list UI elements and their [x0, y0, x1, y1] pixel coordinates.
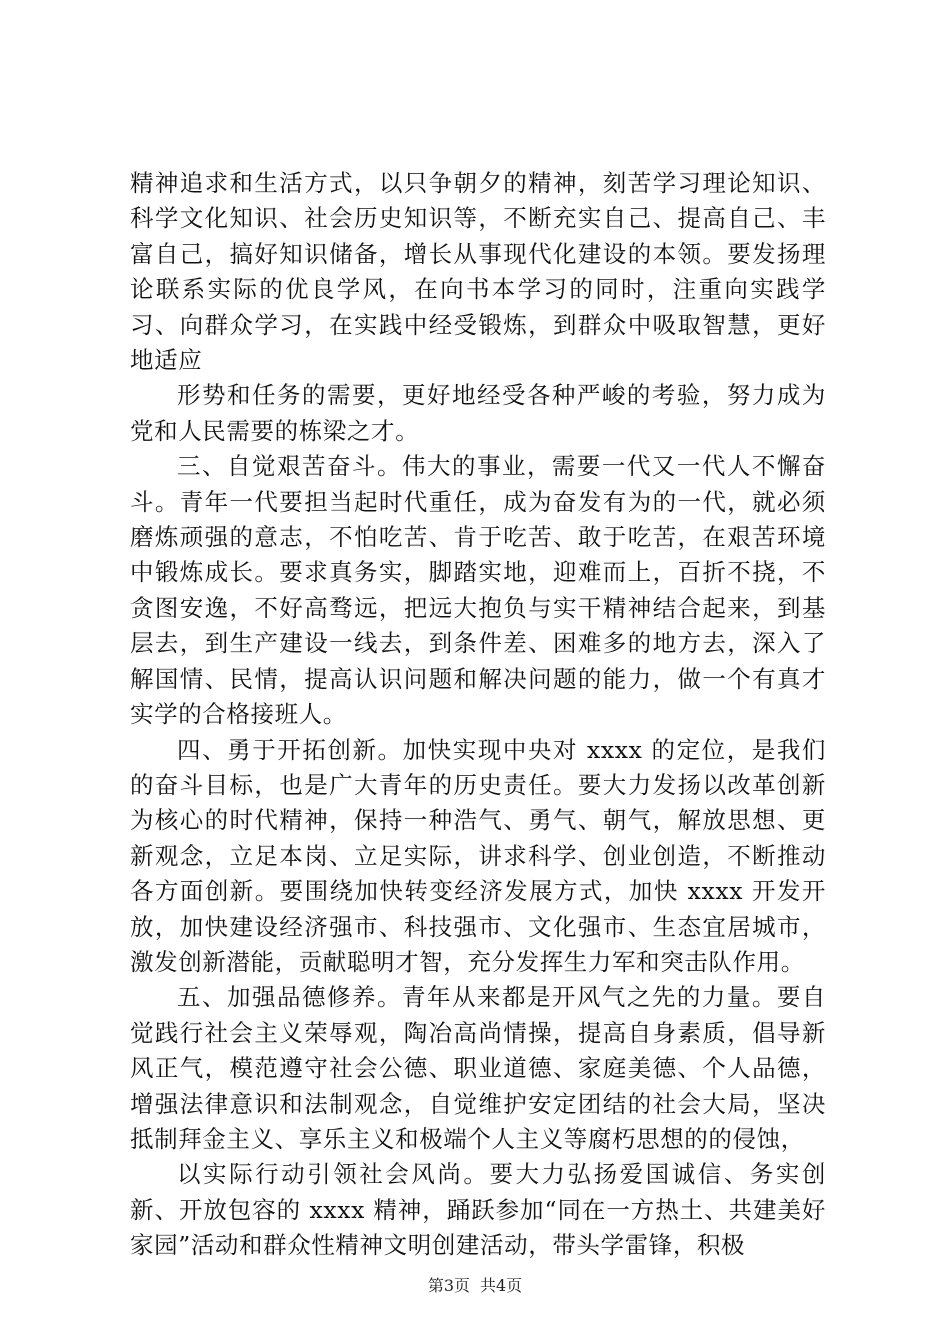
- page-total: 共4页: [480, 1276, 523, 1295]
- page-footer: [0, 1273, 950, 1296]
- paragraph-4: 四、勇于开拓创新。加快实现中央对 xxxx 的定位，是我们的奋斗目标，也是广大青年的历史责任。要大力发扬以改革创新为核心的时代精神，保持一种浩气、勇气、朝气，解放思想、更新观念，立足本岗、立足实际，讲求科学、创业创造，不断推动各方面创新。要围绕加快转变经济发展方式，加快 xxxx 开发开放，加快建设经济强市、科技强市、文化强市、生态宜居城市，激发创新潜能，贡献聪明才智，充分发挥生力军和突击队作用。: [130, 735, 826, 976]
- paragraph-5: 五、加强品德修养。青年从来都是开风气之先的力量。要自觉践行社会主义荣辱观，陶冶高尚情操，提高自身素质，倡导新风正气，模范遵守社会公德、职业道德、家庭美德、个人品德，增强法律意识和法制观念，自觉维护安定团结的社会大局，坚决抵制拜金主义、享乐主义和极端个人主义等腐朽思想的的侵蚀，: [130, 983, 826, 1153]
- paragraph-1: 精神追求和生活方式，以只争朝夕的精神，刻苦学习理论知识、科学文化知识、社会历史知识等，不断充实自己、提高自己、丰富自己，搞好知识储备，增长从事现代化建设的本领。要发扬理论联系实际的优良学风，在向书本学习的同时，注重向实践学习、向群众学习，在实践中经受锻炼，到群众中吸取智慧，更好地适应: [130, 169, 826, 375]
- paragraph-2: 形势和任务的需要，更好地经受各种严峻的考验，努力成为党和人民需要的栋梁之才。: [130, 381, 826, 445]
- page-number: 第3页: [427, 1276, 470, 1295]
- paragraph-6: 以实际行动引领社会风尚。要大力弘扬爱国诚信、务实创新、开放包容的 xxxx 精神，踊跃参加“同在一方热土、共建美好家园”活动和群众性精神文明创建活动，带头学雷锋，积极: [130, 1160, 826, 1260]
- paragraph-3: 三、自觉艰苦奋斗。伟大的事业，需要一代又一代人不懈奋斗。青年一代要担当起时代重任，成为奋发有为的一代，就必须磨炼顽强的意志，不怕吃苦、肯于吃苦、敢于吃苦，在艰苦环境中锻炼成长。要求真务实，脚踏实地，迎难而上，百折不挠，不贪图安逸，不好高骛远，把远大抱负与实干精神结合起来，到基层去，到生产建设一线去，到条件差、困难多的地方去，深入了解国情、民情，提高认识问题和解决问题的能力，做一个有真才实学的合格接班人。: [130, 452, 826, 729]
- document-body: [130, 166, 826, 1264]
